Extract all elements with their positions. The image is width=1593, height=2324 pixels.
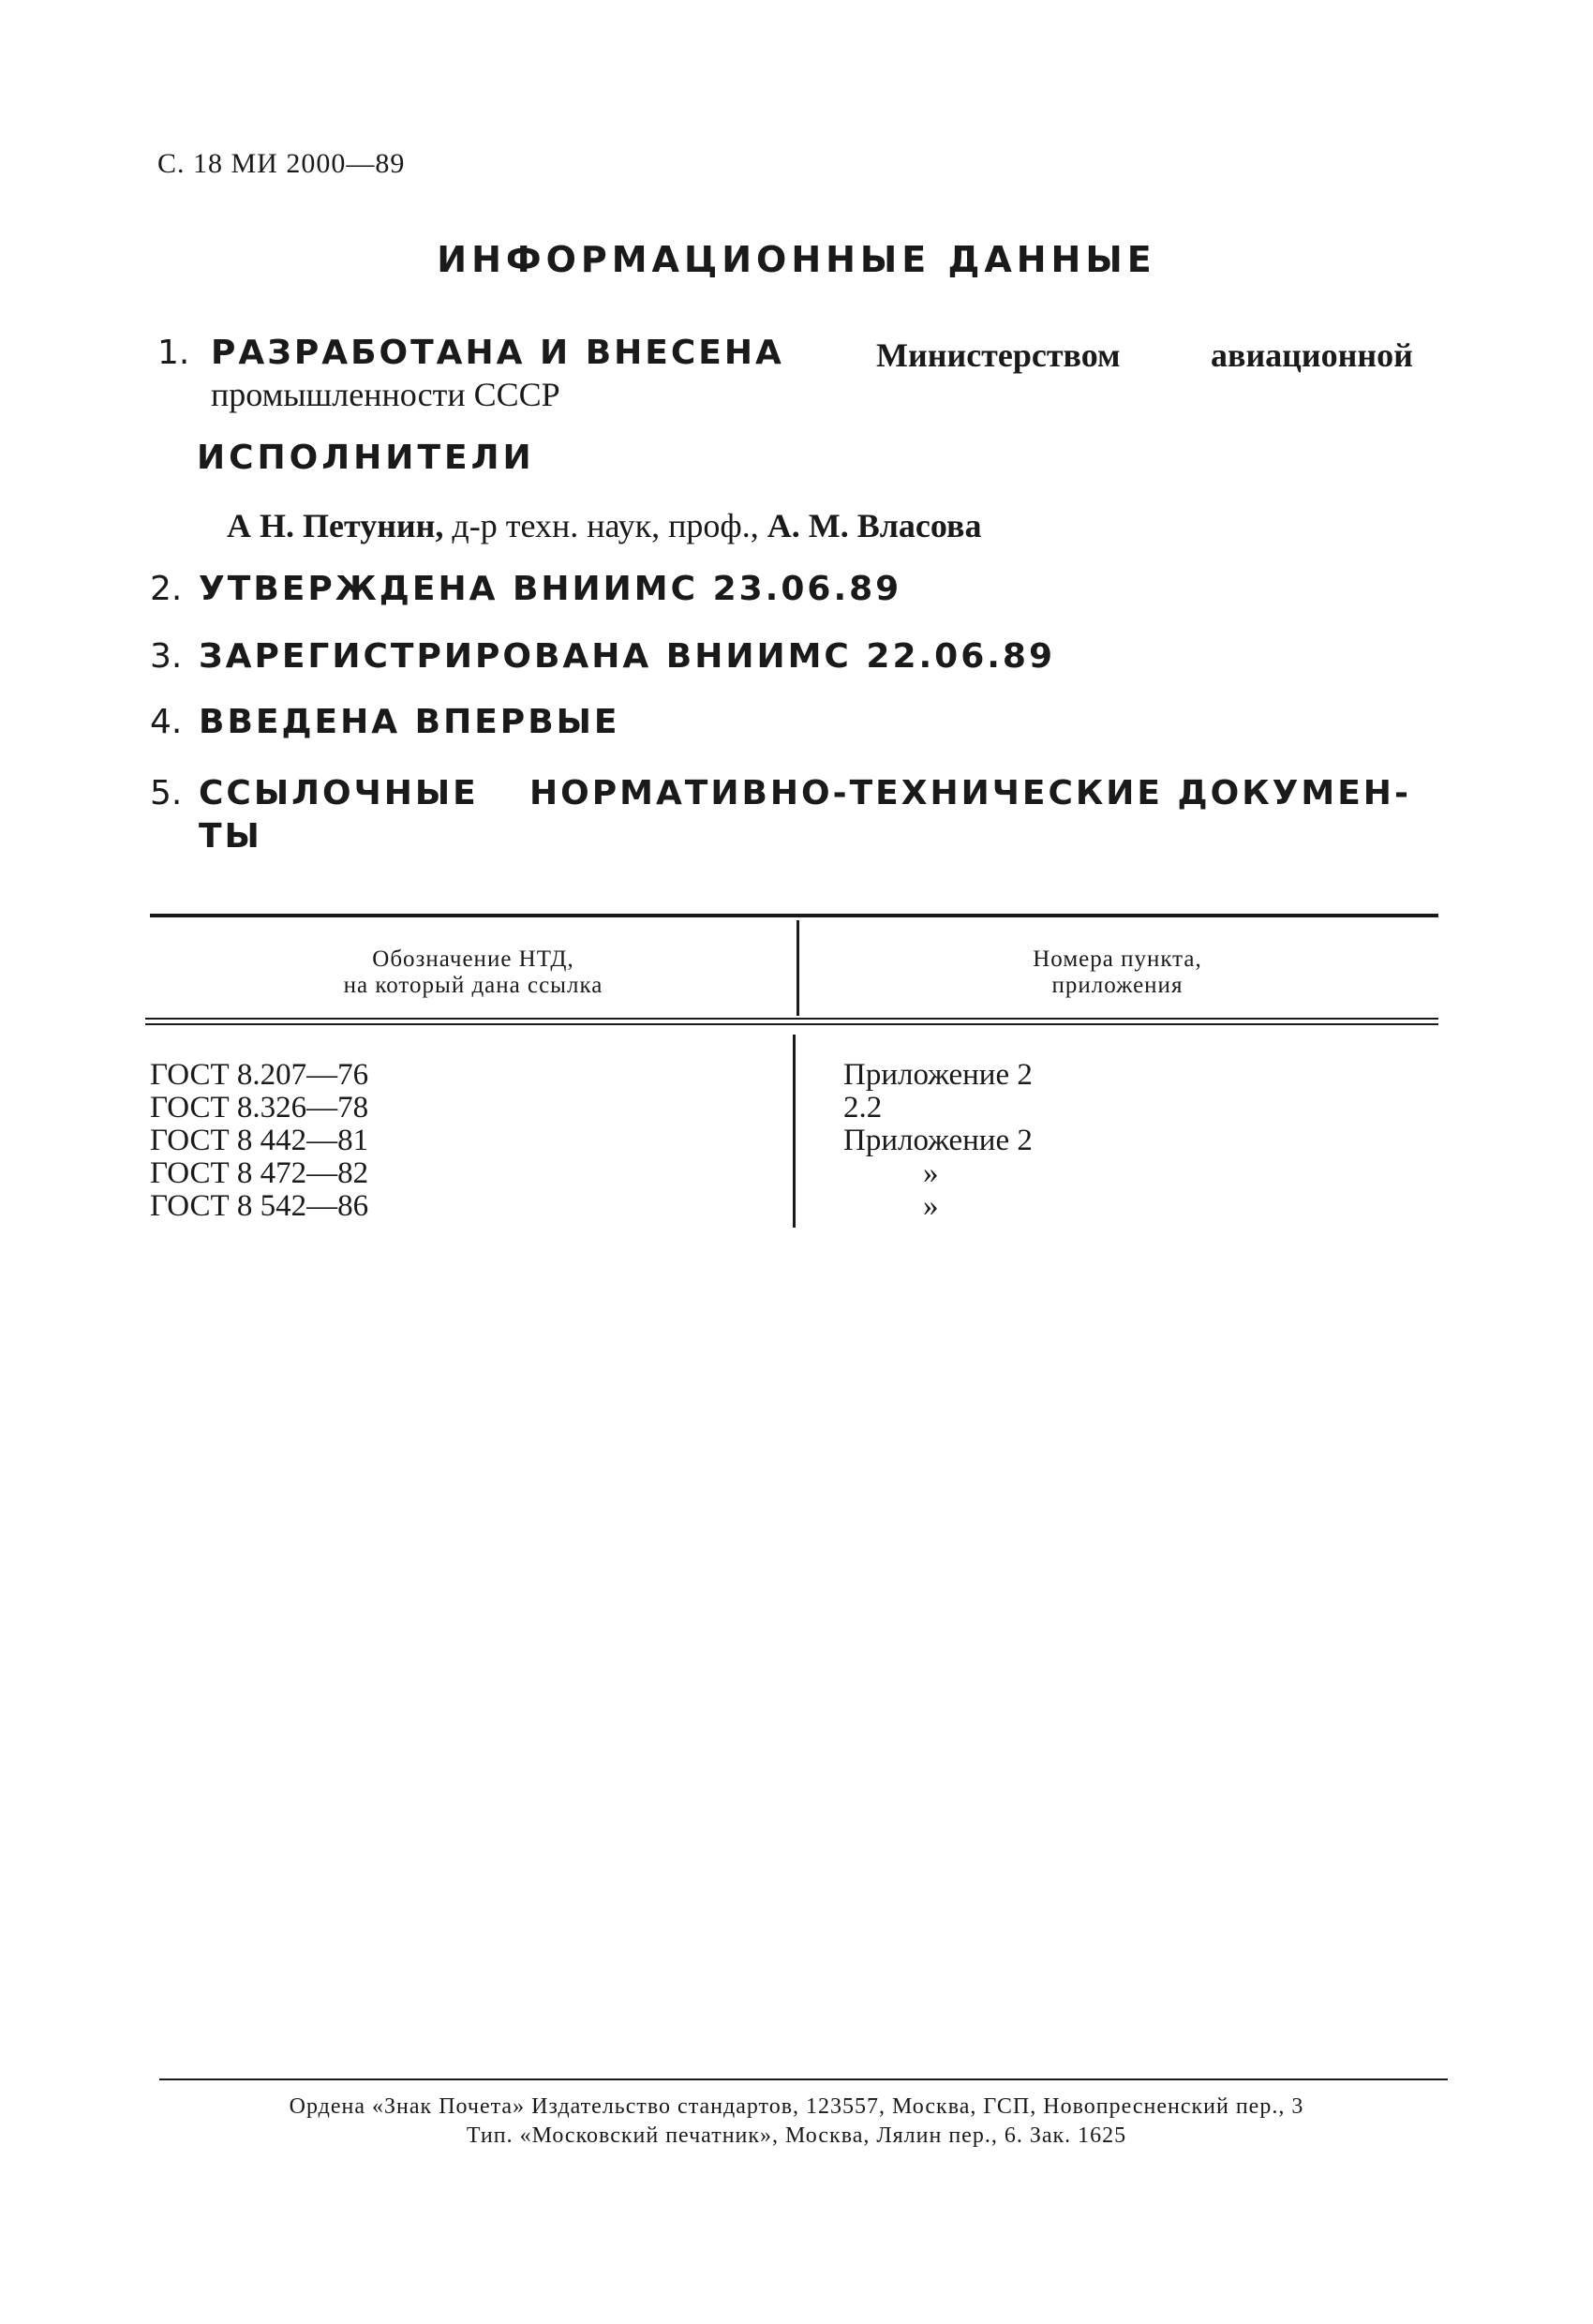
performer-2: А. М. Власова [767,507,982,544]
table-header-col1: Обозначение НТД, на который дана ссылка [343,946,603,998]
performers-list [227,506,981,545]
table-top-rule [150,914,1438,917]
footer-imprint-line2: Тип. «Московский печатник», Москва, Лялин пер., 6. Зак. 1625 [466,2123,1127,2148]
table-header-divider [796,920,799,1016]
table-row-2-ref: 2.2 [843,1091,883,1125]
item-1-line2: промышленности СССР [211,376,560,413]
performer-1-role: д-р техн. наук, проф., [452,507,759,544]
footer-imprint-line1: Ордена «Знак Почета» Издательство стандартов, 123557, Москва, ГСП, Новопресненский пер., 3 [289,2094,1304,2119]
table-body-divider [793,1035,796,1228]
table-row-4-doc: ГОСТ 8 472—82 [150,1156,369,1190]
footer-rule [159,2078,1448,2080]
item-5-text-b: НОРМАТИВНО-ТЕХНИЧЕСКИЕ ДОКУМЕН- [529,774,1411,812]
table-row-3-ref: Приложение 2 [843,1124,1033,1157]
item-5-text-a: ССЫЛОЧНЫЕ [199,774,479,812]
table-row-5-doc: ГОСТ 8 542—86 [150,1189,369,1223]
table-col-docs [150,1059,368,1223]
page-title: ИНФОРМАЦИОННЫЕ ДАННЫЕ [437,239,1156,280]
table-row-2-doc: ГОСТ 8.326—78 [150,1091,369,1125]
table-header-col2: Номера пункта, приложения [1033,946,1202,998]
table-row-3-doc: ГОСТ 8 442—81 [150,1124,369,1157]
table-row-5-ref: » [923,1189,939,1223]
performers-heading: ИСПОЛНИТЕЛИ [197,439,535,477]
table-row-1-ref: Приложение 2 [843,1058,1033,1092]
item-2-number: 2. [150,570,183,608]
performer-1: А Н. Петунин, [227,507,444,544]
item-1-ministry: Министерством [876,336,1121,374]
table-row-1-doc: ГОСТ 8.207—76 [150,1058,369,1092]
item-2-text: УТВЕРЖДЕНА ВНИИМС 23.06.89 [199,570,902,608]
table-col-refs [843,1059,1033,1223]
item-1-ministry-b: авиационной [1211,336,1413,374]
item-1-number: 1. [157,334,190,372]
item-1-heading: РАЗРАБОТАНА И ВНЕСЕНА [211,334,784,372]
item-3-number: 3. [150,637,183,676]
page-reference: С. 18 МИ 2000—89 [157,148,406,179]
item-4-number: 4. [150,703,183,741]
item-3-text: ЗАРЕГИСТРИРОВАНА ВНИИМС 22.06.89 [199,637,1056,676]
item-5-number: 5. [150,774,183,812]
item-5-line2: ТЫ [199,817,262,856]
table-header-rule-2 [145,1023,1438,1025]
table-header-rule-1 [145,1018,1438,1020]
table-row-4-ref: » [923,1156,939,1190]
item-4-text: ВВЕДЕНА ВПЕРВЫЕ [199,703,620,741]
